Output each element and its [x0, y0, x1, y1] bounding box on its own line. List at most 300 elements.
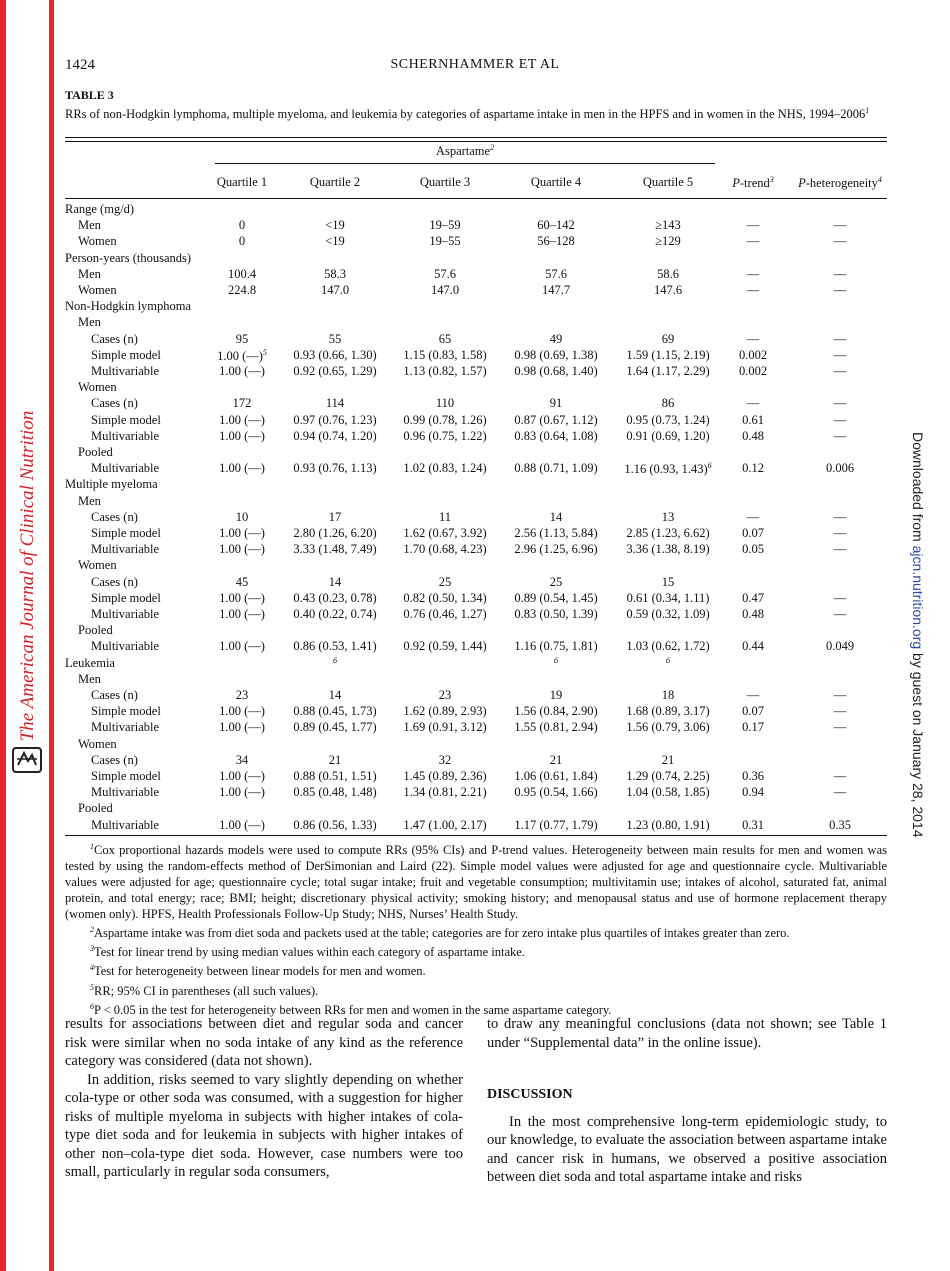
- table-cell: [500, 656, 612, 672]
- ptrend-p: P: [732, 176, 740, 191]
- cell-value: 65: [438, 331, 452, 346]
- table-cell: [282, 607, 388, 622]
- table-row: [65, 769, 887, 785]
- ptrend-cell: —: [746, 283, 760, 297]
- ptrend-cell: —: [746, 331, 760, 346]
- table-cell: [613, 283, 723, 298]
- row-label: Cases (n): [91, 752, 138, 767]
- pheterogeneity-cell: —: [833, 347, 847, 362]
- ptrend-text: -trend: [739, 176, 770, 191]
- cell-value: 0.88 (0.45, 1.73): [293, 704, 377, 719]
- table-row: [65, 656, 887, 672]
- cell-superscript: 5: [262, 347, 267, 357]
- cell-value: 14: [549, 509, 563, 524]
- cell-value: 57.6: [545, 266, 567, 281]
- footnote-2: [65, 922, 887, 941]
- ptrend-cell: 0.36: [742, 769, 764, 783]
- table-cell: [282, 639, 388, 654]
- table-cell: [213, 818, 271, 833]
- table-cell: [613, 639, 723, 654]
- row-label: Multivariable: [91, 607, 160, 621]
- table-row: [65, 218, 887, 234]
- row-label: Cases (n): [91, 574, 138, 589]
- table-cell: [213, 542, 271, 557]
- cell-value: 1.00 (—): [219, 412, 265, 427]
- table-row: [65, 720, 887, 736]
- ptrend-cell: 0.47: [742, 590, 764, 605]
- table-cell: [500, 396, 612, 411]
- row-label: Men: [78, 218, 101, 233]
- row-label: Pooled: [78, 623, 113, 638]
- table-cell: [392, 785, 498, 800]
- cell-value: 23: [235, 688, 249, 702]
- row-label: Multivariable: [91, 428, 160, 443]
- footnote-4-text: Test for heterogeneity between linear models for men and women.: [94, 964, 426, 979]
- cell-value: 60–142: [537, 218, 575, 233]
- table-cell: [213, 267, 271, 282]
- table-cell: [500, 607, 612, 622]
- cell-value: 1.00 (—): [217, 348, 263, 363]
- row-label: Multivariable: [91, 461, 160, 476]
- cell-value: 11: [438, 509, 452, 524]
- table-cell: [392, 348, 498, 363]
- table-cell: [282, 720, 388, 735]
- table-cell: [282, 267, 388, 282]
- pheterogeneity-cell: —: [833, 590, 847, 605]
- cell-value: 34: [235, 752, 249, 767]
- table-cell: [613, 348, 723, 363]
- cell-superscript: 6: [554, 655, 558, 665]
- row-label: Cases (n): [91, 331, 138, 346]
- table-cell: [282, 769, 388, 784]
- ptrend-cell: —: [746, 396, 760, 411]
- ptrend-cell: 0.002: [738, 347, 768, 362]
- cell-value: 1.06 (0.61, 1.84): [514, 769, 598, 783]
- column-header: Quartile 1: [216, 175, 268, 189]
- page-number: 1424: [65, 57, 95, 73]
- cell-value: 86: [661, 396, 675, 411]
- row-label: Person-years (thousands): [65, 250, 192, 265]
- table-row: [65, 348, 887, 364]
- table-cell: [500, 769, 612, 784]
- cell-value: <19: [325, 234, 345, 249]
- table-row: [65, 494, 887, 510]
- ptrend-header: [725, 175, 781, 191]
- cell-value: 1.56 (0.84, 2.90): [514, 704, 598, 719]
- cell-value: 0.85 (0.48, 1.48): [293, 785, 377, 800]
- cell-value: 57.6: [434, 266, 456, 281]
- table-row: [65, 202, 887, 218]
- table-cell: [613, 656, 723, 672]
- table-header-rule: [65, 198, 887, 199]
- table-cell: [500, 267, 612, 282]
- cell-value: 0.86 (0.56, 1.33): [293, 817, 377, 832]
- journal-side-title: The American Journal of Clinical Nutrition: [17, 410, 38, 742]
- cell-value: 1.04 (0.58, 1.85): [626, 785, 710, 800]
- table-cell: [613, 396, 723, 411]
- table-cell: [392, 267, 498, 282]
- cell-value: 1.69 (0.91, 3.12): [403, 720, 487, 735]
- cell-value: 1.45 (0.89, 2.36): [403, 769, 487, 783]
- cell-value: 13: [661, 509, 675, 524]
- table-caption: [65, 103, 887, 123]
- row-label: Simple model: [91, 526, 161, 540]
- pheterogeneity-cell: —: [833, 428, 847, 443]
- table-cell: [613, 461, 723, 477]
- ptrend-cell: 0.48: [742, 607, 764, 621]
- table-cell: [392, 688, 498, 703]
- table-cell: [500, 753, 612, 768]
- table-cell: [392, 510, 498, 525]
- table-cell: [282, 753, 388, 768]
- cell-value: 0.94 (0.74, 1.20): [293, 428, 377, 443]
- table-cell: [392, 332, 498, 347]
- table-cell: [613, 818, 723, 833]
- table-label: TABLE 3: [65, 88, 114, 102]
- footnote-4-mark: 4: [90, 963, 94, 973]
- cell-value: 10: [235, 509, 249, 524]
- cell-superscript: 6: [333, 655, 337, 665]
- footnote-5: [65, 980, 887, 999]
- table-row: [65, 477, 887, 493]
- ptrend-cell: 0.44: [742, 639, 764, 654]
- footnote-4: [65, 960, 887, 979]
- table-cell: [282, 218, 388, 233]
- cell-value: 1.00 (—): [219, 607, 265, 621]
- ptrend-cell: 0.31: [742, 817, 764, 832]
- ptrend-cell: 0.17: [742, 720, 764, 735]
- cell-value: 0.59 (0.32, 1.09): [626, 607, 710, 621]
- column-header: Quartile 4: [530, 175, 582, 189]
- table-cell: [500, 720, 612, 735]
- table-cell: [392, 769, 498, 784]
- cell-value: 2.80 (1.26, 6.20): [293, 526, 377, 540]
- cell-value: 0.87 (0.67, 1.12): [514, 412, 598, 427]
- footnote-1: [65, 839, 887, 922]
- pheterogeneity-cell: —: [833, 720, 847, 735]
- table-row: [65, 445, 887, 461]
- table-bottom-rule: [65, 835, 887, 836]
- cell-value: 18: [661, 688, 675, 702]
- table-cell: [613, 720, 723, 735]
- footnote-6-text: P < 0.05 in the test for heterogeneity between RRs for men and women in the same aspartame category.: [94, 1002, 612, 1017]
- table-cell: [213, 769, 271, 784]
- table-cell: [500, 429, 612, 444]
- table-cell: [213, 575, 271, 590]
- cell-value: 1.62 (0.89, 2.93): [403, 704, 487, 719]
- cell-value: 0.91 (0.69, 1.20): [626, 428, 710, 443]
- cell-value: 1.56 (0.79, 3.06): [626, 720, 710, 735]
- footnote-2-text: Aspartame intake was from diet soda and packets used at the table; categories are for zero intake plus quartiles of intakes greater than zero.: [94, 926, 790, 941]
- ptrend-cell: —: [746, 509, 760, 524]
- row-label: Simple model: [91, 590, 161, 605]
- table-cell: [213, 639, 271, 654]
- ptrend-cell: 0.07: [742, 526, 764, 540]
- table-cell: [282, 364, 388, 379]
- table-cell: [613, 753, 723, 768]
- cell-value: 17: [328, 509, 342, 524]
- pheterogeneity-cell: —: [833, 412, 847, 427]
- pheterogeneity-cell: —: [833, 509, 847, 524]
- row-label: Women: [78, 380, 117, 395]
- table-row: [65, 526, 887, 542]
- row-label: Women: [78, 736, 117, 751]
- table-row: [65, 785, 887, 801]
- cell-value: 58.6: [657, 266, 679, 281]
- body-paragraph: to draw any meaningful conclusions (data not shown; see Table 1 under “Supplemental data” in the online issue).: [487, 1016, 887, 1051]
- cell-value: 3.36 (1.38, 8.19): [626, 542, 710, 557]
- table-row: [65, 267, 887, 283]
- table-row: [65, 672, 887, 688]
- table-cell: [282, 396, 388, 411]
- footnote-3: [65, 941, 887, 960]
- download-suffix: by guest on January 28, 2014: [910, 649, 926, 838]
- row-label: Men: [78, 315, 101, 330]
- table-cell: [282, 704, 388, 719]
- cell-value: 3.33 (1.48, 7.49): [293, 542, 377, 557]
- table-cell: [282, 591, 388, 606]
- cell-value: 1.68 (0.89, 3.17): [626, 704, 710, 719]
- row-label: Women: [78, 283, 117, 297]
- cell-value: 1.00 (—): [219, 526, 265, 540]
- table-cell: [500, 818, 612, 833]
- row-label: Women: [78, 558, 117, 573]
- cell-value: 147.0: [320, 283, 350, 297]
- table-cell: [500, 542, 612, 557]
- download-notice: [906, 432, 926, 838]
- row-label: Multivariable: [91, 639, 160, 654]
- ptrend-cell: —: [746, 266, 760, 281]
- footnote-5-text: RR; 95% CI in parentheses (all such values).: [94, 983, 319, 998]
- pheterogeneity-cell: —: [833, 688, 847, 702]
- cell-value: 19–55: [429, 234, 461, 249]
- table-cell: [500, 461, 612, 476]
- pheterogeneity-cell: —: [833, 331, 847, 346]
- cell-value: 0.83 (0.50, 1.39): [514, 607, 598, 621]
- body-column-left: [65, 1015, 463, 1182]
- table-cell: [500, 332, 612, 347]
- aspartame-span-rule: [215, 163, 715, 164]
- table-cell: [282, 283, 388, 298]
- row-label: Multivariable: [91, 720, 160, 735]
- cell-value: 32: [438, 752, 452, 767]
- table-cell: [213, 348, 271, 364]
- table-cell: [500, 234, 612, 249]
- table-cell: [282, 575, 388, 590]
- table-row: [65, 607, 887, 623]
- cell-value: 0.82 (0.50, 1.34): [403, 590, 487, 605]
- table-cell: [282, 348, 388, 363]
- table-cell: [500, 785, 612, 800]
- footnote-5-mark: 5: [90, 982, 94, 992]
- table-row: [65, 396, 887, 412]
- table-cell: [392, 283, 498, 298]
- caption-sup: 1: [865, 106, 870, 115]
- cell-value: 14: [328, 574, 342, 589]
- table-cell: [613, 769, 723, 784]
- table-cell: [613, 218, 723, 233]
- table-cell: [213, 753, 271, 768]
- row-label: Cases (n): [91, 509, 138, 524]
- cell-value: 25: [438, 574, 452, 589]
- table-cell: [213, 234, 271, 249]
- cell-value: 147.0: [430, 283, 460, 297]
- cell-value: 19: [549, 688, 563, 702]
- cell-value: 0.76 (0.46, 1.27): [403, 607, 487, 621]
- ptrend-cell: —: [746, 688, 760, 702]
- table-cell: [282, 461, 388, 476]
- cell-value: 21: [661, 752, 675, 767]
- row-label: Pooled: [78, 445, 113, 459]
- table-row: [65, 623, 887, 639]
- cell-value: 2.56 (1.13, 5.84): [514, 526, 598, 540]
- table-row: [65, 315, 887, 331]
- ptrend-cell: —: [746, 234, 760, 249]
- cell-value: 1.02 (0.83, 1.24): [403, 461, 487, 476]
- table-top-rule: [65, 137, 887, 138]
- table-cell: [213, 413, 271, 428]
- table-cell: [213, 720, 271, 735]
- row-label: Multivariable: [91, 364, 160, 378]
- table-cell: [213, 461, 271, 476]
- cell-superscript: 6: [666, 655, 670, 665]
- table-cell: [392, 704, 498, 719]
- cell-value: 0.83 (0.64, 1.08): [514, 428, 598, 443]
- row-label: Simple model: [91, 704, 161, 719]
- table-cell: [613, 591, 723, 606]
- pheterogeneity-cell: —: [833, 769, 847, 783]
- pheterogeneity-cell: —: [833, 526, 847, 540]
- footnote-1-mark: 1: [90, 842, 94, 851]
- table-cell: [500, 526, 612, 541]
- table-cell: [392, 818, 498, 833]
- table-cell: [392, 542, 498, 557]
- running-head: SCHERNHAMMER ET AL: [390, 57, 560, 72]
- table-cell: [213, 429, 271, 444]
- table-cell: [213, 332, 271, 347]
- ptrend-sup: 3: [769, 175, 774, 184]
- table-cell: [213, 283, 271, 298]
- cell-value: 91: [549, 396, 563, 411]
- cell-value: 0.40 (0.22, 0.74): [293, 607, 377, 621]
- table-row: [65, 591, 887, 607]
- table-row: [65, 639, 887, 655]
- cell-value: 0.98 (0.68, 1.40): [514, 364, 598, 378]
- row-label: Cases (n): [91, 688, 138, 702]
- row-label: Range (mg/d): [65, 202, 135, 216]
- cell-value: 0.86 (0.53, 1.41): [293, 639, 377, 654]
- table-cell: [282, 688, 388, 703]
- table-row: [65, 542, 887, 558]
- cell-value: 21: [328, 752, 342, 767]
- pheterogeneity-cell: 0.006: [825, 461, 855, 476]
- cell-value: 110: [435, 396, 455, 411]
- table-cell: [282, 332, 388, 347]
- body-paragraph: In the most comprehensive long-term epidemiologic study, to our knowledge, to evaluate the association between aspartame intake and cancer risk in humans, we observed a positive association between diet soda and total aspartame intake and risks: [487, 1113, 887, 1185]
- table-row: [65, 818, 887, 834]
- cell-value: 1.00 (—): [219, 590, 265, 605]
- cell-superscript: 6: [707, 461, 712, 471]
- table-cell: [500, 639, 612, 654]
- table-row: [65, 704, 887, 720]
- cell-value: 69: [661, 331, 675, 346]
- row-label: Pooled: [78, 801, 113, 816]
- table-cell: [500, 704, 612, 719]
- table-row: [65, 461, 887, 477]
- table-top-rule-2: [65, 141, 887, 142]
- download-link[interactable]: ajcn.nutrition.org: [910, 545, 926, 650]
- table-cell: [613, 429, 723, 444]
- cell-value: 95: [235, 331, 249, 346]
- table-cell: [613, 575, 723, 590]
- cell-value: 2.96 (1.25, 6.96): [514, 542, 598, 557]
- aspartame-header-text: Aspartame: [435, 144, 491, 159]
- row-label: Multivariable: [91, 542, 160, 557]
- row-label: Simple model: [91, 347, 161, 362]
- pheterogeneity-cell: —: [833, 607, 847, 621]
- table-cell: [500, 218, 612, 233]
- footnote-1-text: Cox proportional hazards models were used to compute RRs (95% CIs) and P-trend values. Heterogeneity between main results for men and women was tested by using the random-effects method of DerSimonian and Laird (22). Simple model values were adjusted for age and questionnaire cycle. Multivariable values were adjusted for age; questionnaire cycle; total sugar intake; fruit and vegetable consumption; multivitamin use; intakes of alcohol, saturated fat, animal protein, and total energy; race; BMI; height; discretionary physical activity; smoking history; and menopausal status and use of hormone replacement therapy (women only). HPFS, Health Professionals Follow-Up Study; NHS, Nurses’ Health Study.: [65, 843, 887, 922]
- table-row: [65, 688, 887, 704]
- cell-value: 1.16 (0.75, 1.81): [514, 639, 598, 654]
- cell-value: 1.55 (0.81, 2.94): [514, 720, 598, 735]
- table-row: [65, 332, 887, 348]
- cell-value: 1.00 (—): [219, 817, 265, 832]
- column-header: Quartile 5: [642, 175, 694, 189]
- aspartame-sup: 2: [490, 143, 495, 152]
- table-cell: [282, 656, 388, 672]
- cell-value: 1.00 (—): [219, 461, 265, 476]
- row-label: Multiple myeloma: [65, 477, 158, 492]
- pheterogeneity-cell: —: [833, 396, 847, 411]
- cell-value: 14: [328, 688, 342, 702]
- table-row: [65, 558, 887, 574]
- table-row: [65, 429, 887, 445]
- phet-sup: 4: [877, 175, 882, 184]
- pheterogeneity-cell: —: [833, 218, 847, 233]
- cell-value: 1.15 (0.83, 1.58): [403, 347, 487, 362]
- left-margin-bar: [0, 0, 6, 1271]
- cell-value: 58.3: [324, 266, 346, 281]
- cell-value: 1.23 (0.80, 1.91): [626, 817, 710, 832]
- cell-value: 0.93 (0.76, 1.13): [293, 461, 377, 476]
- cell-value: 25: [549, 574, 563, 589]
- journal-logo-icon: [12, 747, 42, 773]
- cell-value: 1.13 (0.82, 1.57): [403, 364, 487, 378]
- cell-value: 0.88 (0.71, 1.09): [514, 461, 598, 476]
- cell-value: 0: [238, 234, 246, 249]
- cell-value: 49: [549, 331, 563, 346]
- cell-value: 2.85 (1.23, 6.62): [626, 526, 710, 540]
- cell-value: 23: [438, 688, 452, 702]
- footnote-6-mark: 6: [90, 1001, 94, 1011]
- phet-text: -heterogeneity: [805, 176, 878, 191]
- table-cell: [500, 688, 612, 703]
- table-cell: [392, 396, 498, 411]
- cell-value: 55: [328, 331, 342, 346]
- table-cell: [213, 704, 271, 719]
- table-cell: [613, 704, 723, 719]
- table-cell: [213, 607, 271, 622]
- pheterogeneity-cell: —: [833, 542, 847, 557]
- row-label: Multivariable: [91, 817, 160, 832]
- pheterogeneity-cell: —: [833, 234, 847, 249]
- ptrend-cell: 0.002: [738, 364, 768, 378]
- cell-value: 172: [232, 396, 252, 411]
- cell-value: 1.64 (1.17, 2.29): [626, 364, 710, 378]
- table-row: [65, 234, 887, 250]
- table-row: [65, 380, 887, 396]
